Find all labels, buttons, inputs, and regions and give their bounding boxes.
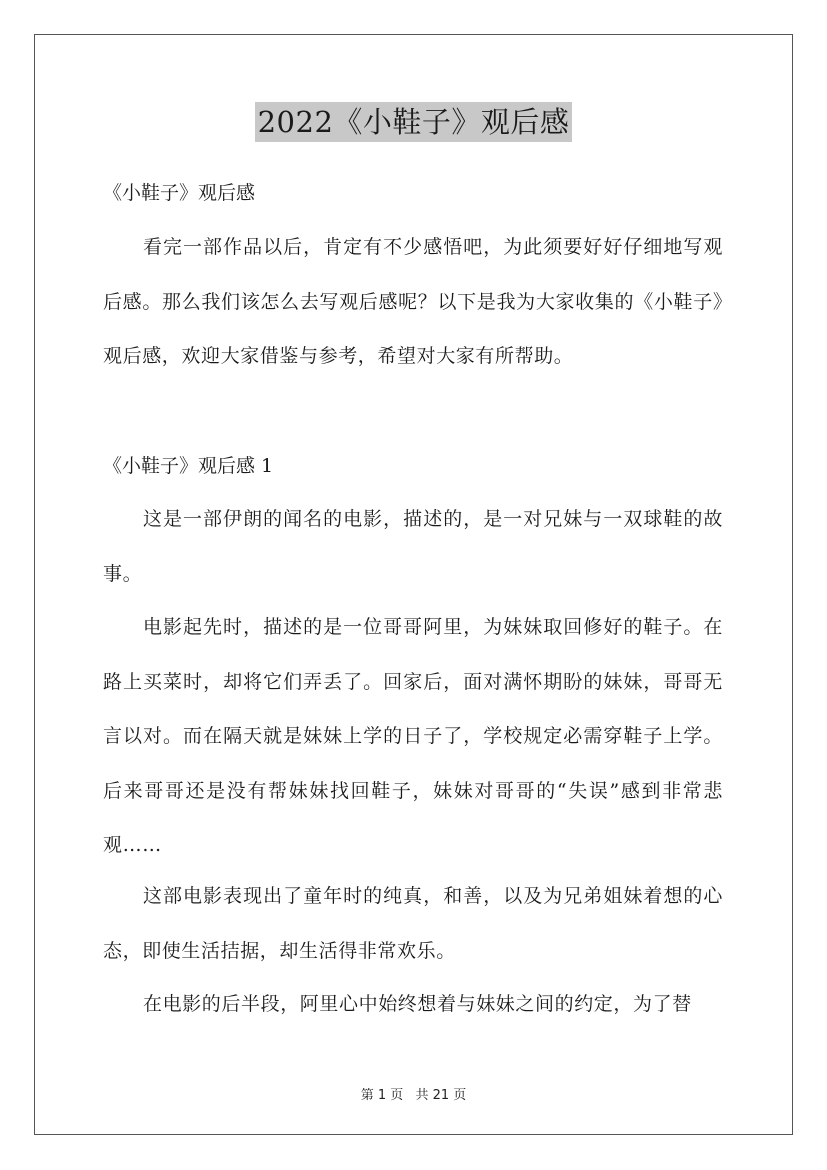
document-title: 2022《小鞋子》观后感 bbox=[255, 102, 573, 142]
body-paragraph: 电影起先时，描述的是一位哥哥阿里，为妹妹取回修好的鞋子。在路上买菜时，却将它们弄丢了。回家后，面对满怀期盼的妹妹，哥哥无言以对。而在隔天就是妹妹上学的日子了，学校规定必需穿鞋子上学。后来哥哥还是没有帮妹妹找回鞋子，妹妹对哥哥的“失误”感到非常悲观…… bbox=[103, 616, 723, 856]
body-paragraph: 在电影的后半段，阿里心中始终想着与妹妹之间的约定，为了替 bbox=[143, 993, 692, 1015]
page-footer bbox=[0, 1084, 827, 1103]
title-container bbox=[0, 102, 827, 142]
page-total: 共 21 页 bbox=[415, 1088, 467, 1103]
body-paragraph: 这是一部伊朗的闻名的电影，描述的，是一对兄妹与一双球鞋的故事。 bbox=[103, 508, 723, 585]
body-paragraph: 这部电影表现出了童年时的纯真，和善，以及为兄弟姐妹着想的心态，即使生活拮据，却生活得非常欢乐。 bbox=[103, 885, 723, 962]
page-number: 第 1 页 bbox=[360, 1088, 404, 1103]
section-heading: 《小鞋子》观后感 bbox=[103, 182, 256, 204]
essay-heading: 《小鞋子》观后感 1 bbox=[103, 455, 274, 477]
intro-paragraph: 看完一部作品以后，肯定有不少感悟吧，为此须要好好仔细地写观后感。那么我们该怎么去写观后感呢？以下是我为大家收集的《小鞋子》观后感，欢迎大家借鉴与参考，希望对大家有所帮助。 bbox=[103, 236, 723, 367]
